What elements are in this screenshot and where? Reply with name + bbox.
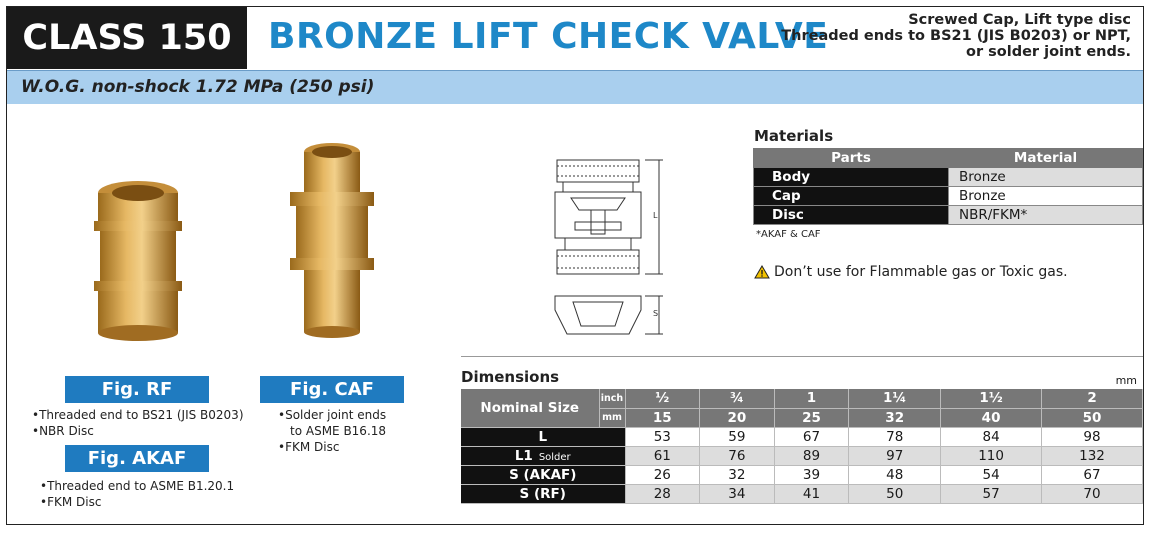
mm-size: 25 <box>774 408 849 427</box>
inch-size: 1¼ <box>849 389 941 408</box>
material-cell: Bronze <box>949 168 1143 187</box>
value-cell: 76 <box>700 446 775 465</box>
value-cell: 59 <box>700 427 775 446</box>
warning-text: Don’t use for Flammable gas or Toxic gas. <box>774 264 1068 280</box>
fig-akaf-notes <box>40 478 234 510</box>
dim-l-label: L <box>653 211 658 220</box>
section-divider <box>461 356 1143 357</box>
value-cell: 28 <box>625 484 700 503</box>
row-label-text: L1 <box>514 447 533 464</box>
table-row <box>461 446 1143 465</box>
subtitle-line: Screwed Cap, Lift type disc <box>908 12 1131 28</box>
mm-size: 32 <box>849 408 941 427</box>
material-cell: Bronze <box>949 187 1143 206</box>
materials-table <box>753 148 1143 225</box>
warning-notice <box>754 264 1068 280</box>
value-cell: 97 <box>849 446 941 465</box>
row-label: L <box>461 427 625 446</box>
dimensions-table <box>461 389 1143 504</box>
dim-s-label: S <box>653 309 659 318</box>
value-cell: 78 <box>849 427 941 446</box>
table-row <box>754 187 1143 206</box>
row-label: S (AKAF) <box>461 465 625 484</box>
value-cell: 39 <box>774 465 849 484</box>
mm-size: 20 <box>700 408 775 427</box>
note-item: • Solder joint ends <box>278 407 386 423</box>
mm-size: 15 <box>625 408 700 427</box>
fig-rf-notes <box>32 407 244 439</box>
value-cell: 84 <box>941 427 1042 446</box>
inch-size: 1½ <box>941 389 1042 408</box>
row-label <box>461 446 625 465</box>
value-cell: 54 <box>941 465 1042 484</box>
value-cell: 26 <box>625 465 700 484</box>
value-cell: 70 <box>1042 484 1143 503</box>
valve-section-drawing <box>545 150 675 345</box>
subtitle-line: or solder joint ends. <box>965 44 1131 60</box>
fig-rf-label: Fig. RF <box>65 376 209 403</box>
note-item: • NBR Disc <box>32 423 244 439</box>
materials-title: Materials <box>754 127 834 145</box>
inch-size: 2 <box>1042 389 1143 408</box>
product-subtitle <box>781 12 1131 60</box>
inch-size: ½ <box>625 389 700 408</box>
table-row <box>461 465 1143 484</box>
value-cell: 110 <box>941 446 1042 465</box>
valve-caf-image <box>282 140 382 340</box>
table-row <box>461 484 1143 503</box>
pressure-rating: W.O.G. non-shock 1.72 MPa (250 psi) <box>21 77 375 97</box>
fig-caf-notes <box>278 407 386 455</box>
materials-header-material: Material <box>949 149 1143 168</box>
valve-rf-image <box>88 175 188 345</box>
mm-size: 40 <box>941 408 1042 427</box>
value-cell: 89 <box>774 446 849 465</box>
warning-icon <box>754 265 770 279</box>
table-row <box>461 427 1143 446</box>
value-cell: 67 <box>774 427 849 446</box>
table-row <box>754 168 1143 187</box>
part-cell: Disc <box>754 206 949 225</box>
dimensions-title: Dimensions <box>461 368 560 386</box>
note-item: • FKM Disc <box>40 494 234 510</box>
note-item: • Threaded end to ASME B1.20.1 <box>40 478 234 494</box>
part-cell: Cap <box>754 187 949 206</box>
mm-size: 50 <box>1042 408 1143 427</box>
subtitle-line: Threaded ends to BS21 (JIS B0203) or NPT, <box>781 28 1131 44</box>
table-row <box>754 206 1143 225</box>
value-cell: 61 <box>625 446 700 465</box>
note-item: to ASME B16.18 <box>290 424 387 438</box>
class-label: CLASS 150 <box>7 7 247 69</box>
value-cell: 57 <box>941 484 1042 503</box>
pressure-rating-band <box>7 70 1143 104</box>
value-cell: 41 <box>774 484 849 503</box>
value-cell: 48 <box>849 465 941 484</box>
inch-size: ¾ <box>700 389 775 408</box>
materials-footnote: *AKAF & CAF <box>756 229 821 240</box>
fig-akaf-label: Fig. AKAF <box>65 445 209 472</box>
mm-label: mm <box>599 408 625 427</box>
nominal-size-label: Nominal Size <box>461 389 599 427</box>
material-cell: NBR/FKM* <box>949 206 1143 225</box>
inch-label: inch <box>599 389 625 408</box>
value-cell: 34 <box>700 484 775 503</box>
note-item: • Threaded end to BS21 (JIS B0203) <box>32 407 244 423</box>
dimensions-unit: mm <box>1115 374 1137 387</box>
materials-header-parts: Parts <box>754 149 949 168</box>
value-cell: 50 <box>849 484 941 503</box>
part-cell: Body <box>754 168 949 187</box>
note-item: • FKM Disc <box>278 439 386 455</box>
product-title: BRONZE LIFT CHECK VALVE <box>268 16 829 57</box>
row-label: S (RF) <box>461 484 625 503</box>
value-cell: 132 <box>1042 446 1143 465</box>
value-cell: 67 <box>1042 465 1143 484</box>
inch-size: 1 <box>774 389 849 408</box>
value-cell: 53 <box>625 427 700 446</box>
value-cell: 98 <box>1042 427 1143 446</box>
fig-caf-label: Fig. CAF <box>260 376 404 403</box>
value-cell: 32 <box>700 465 775 484</box>
row-label-sub: Solder <box>538 451 571 463</box>
